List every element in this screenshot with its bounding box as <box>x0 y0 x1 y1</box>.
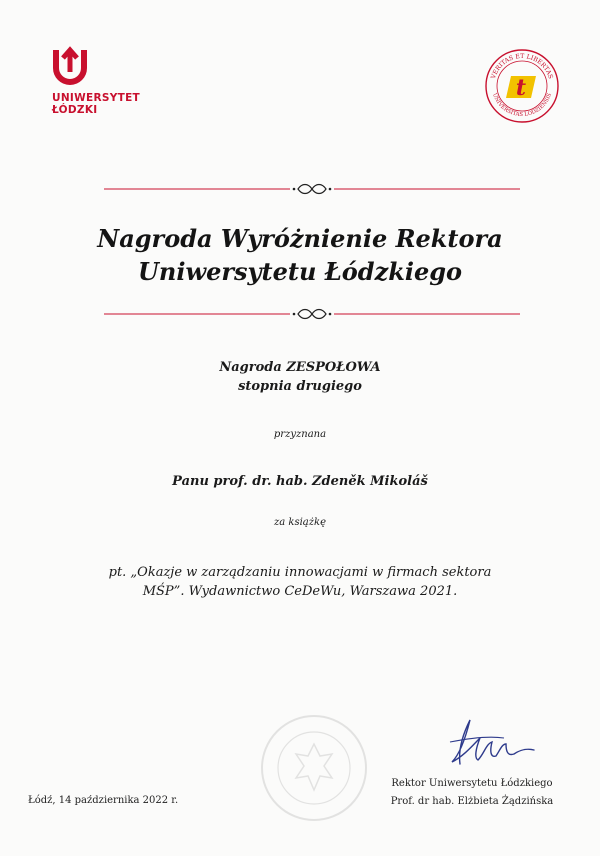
top-ornament-divider <box>104 181 520 197</box>
award-type <box>0 358 600 396</box>
book-line-1: pt. „Okazje w zarządzaniu innowacjami w firmach sektora <box>108 565 492 580</box>
award-line-2: stopnia drugiego <box>238 379 362 394</box>
rector-signature-icon <box>430 714 560 774</box>
signatory-name: Prof. dr hab. Elżbieta Żądzińska <box>390 796 554 807</box>
recipient-name: Panu prof. dr. hab. Zdeněk Mikoláš <box>172 474 428 489</box>
award-line-1: Nagroda ZESPOŁOWA <box>219 360 381 375</box>
diploma-title <box>0 222 600 288</box>
book-line-2: MŚP”. Wydawnictwo CeDeWu, Warszawa 2021. <box>142 584 458 599</box>
university-logo <box>52 46 162 116</box>
bottom-ornament-divider <box>104 306 520 322</box>
book-description <box>0 563 600 601</box>
university-logo-icon <box>52 46 88 86</box>
title-line-1: Nagroda Wyróżnienie Rektora <box>97 224 503 253</box>
logo-line-2: ŁÓDZKI <box>52 104 98 116</box>
svg-text:t: t <box>515 75 527 101</box>
signatory-block <box>382 775 562 811</box>
signatory-role: Rektor Uniwersytetu Łódzkiego <box>391 778 553 789</box>
embossed-stamp-icon <box>258 712 370 824</box>
title-line-2: Uniwersytetu Łódzkiego <box>137 257 463 286</box>
for-label: za książkę <box>273 517 326 528</box>
svg-text:VERITAS ET LIBERTAS: VERITAS ET LIBERTAS <box>490 52 554 80</box>
granted-label: przyznana <box>273 429 327 440</box>
issue-date: Łódź, 14 października 2022 r. <box>28 795 179 806</box>
logo-line-1: UNIWERSYTET <box>52 92 141 104</box>
university-seal-icon <box>484 48 560 124</box>
svg-text:UNIVERSITAS LODZIENSIS: UNIVERSITAS LODZIENSIS <box>491 92 553 119</box>
